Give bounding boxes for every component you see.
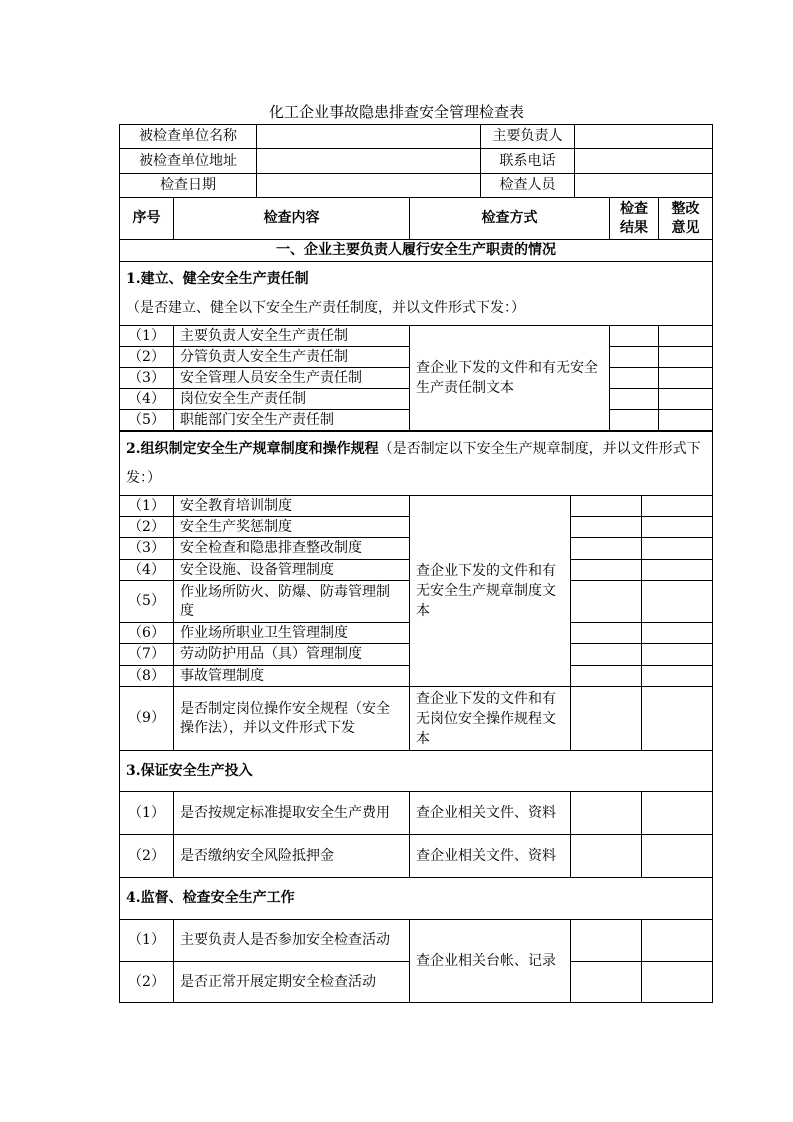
group-heading-2 bbox=[120, 432, 713, 496]
opinion-cell[interactable] bbox=[642, 920, 713, 962]
result-cell[interactable] bbox=[571, 962, 642, 1003]
item-no: （7） bbox=[120, 644, 174, 666]
item-text: 安全教育培训制度 bbox=[174, 496, 410, 517]
opinion-cell[interactable] bbox=[642, 538, 713, 560]
item-text: 事故管理制度 bbox=[174, 666, 410, 687]
opinion-cell[interactable] bbox=[659, 347, 713, 368]
col-no: 序号 bbox=[120, 198, 174, 240]
opinion-cell[interactable] bbox=[642, 792, 713, 835]
opinion-cell[interactable] bbox=[659, 389, 713, 410]
result-cell[interactable] bbox=[571, 560, 642, 581]
opinion-cell[interactable] bbox=[642, 835, 713, 878]
item-text: 职能部门安全生产责任制 bbox=[174, 410, 410, 431]
result-cell[interactable] bbox=[571, 581, 642, 623]
opinion-cell[interactable] bbox=[642, 644, 713, 666]
item-no: （1） bbox=[120, 326, 174, 347]
item-text: 安全检查和隐患排查整改制度 bbox=[174, 538, 410, 560]
col-result: 检查结果 bbox=[610, 198, 659, 240]
item-no: （5） bbox=[120, 581, 174, 623]
group-title: 2.组织制定安全生产规章制度和操作规程 bbox=[126, 440, 379, 457]
result-cell[interactable] bbox=[571, 920, 642, 962]
item-no: （3） bbox=[120, 538, 174, 560]
item-text: 安全管理人员安全生产责任制 bbox=[174, 368, 410, 389]
phone-label: 联系电话 bbox=[481, 149, 575, 174]
check-method: 查企业相关文件、资料 bbox=[410, 792, 571, 835]
item-text: 作业场所职业卫生管理制度 bbox=[174, 623, 410, 644]
col-content: 检查内容 bbox=[174, 198, 410, 240]
item-text: 是否正常开展定期安全检查活动 bbox=[174, 962, 410, 1003]
item-text: 劳动防护用品（具）管理制度 bbox=[174, 644, 410, 666]
group-desc: （是否建立、健全以下安全生产责任制度，并以文件形式下发：） bbox=[126, 299, 525, 316]
result-cell[interactable] bbox=[571, 517, 642, 538]
result-cell[interactable] bbox=[610, 368, 659, 389]
check-method: 查企业下发的文件和有无安全生产规章制度文本 bbox=[410, 496, 571, 687]
section-heading: 一、企业主要负责人履行安全生产职责的情况 bbox=[120, 240, 713, 262]
opinion-cell[interactable] bbox=[642, 560, 713, 581]
result-cell[interactable] bbox=[571, 496, 642, 517]
inspector-field[interactable] bbox=[575, 174, 713, 198]
item-no: （9） bbox=[120, 687, 174, 751]
unit-address-label: 被检查单位地址 bbox=[120, 149, 257, 174]
check-method: 查企业相关台帐、记录 bbox=[410, 920, 571, 1003]
result-cell[interactable] bbox=[610, 326, 659, 347]
page-title: 化工企业事故隐患排查安全管理检查表 bbox=[268, 103, 524, 121]
principal-label: 主要负责人 bbox=[481, 125, 575, 149]
item-text: 是否制定岗位操作安全规程（安全操作法），并以文件形式下发 bbox=[174, 687, 410, 751]
item-text: 岗位安全生产责任制 bbox=[174, 389, 410, 410]
col-opinion: 整改意见 bbox=[659, 198, 713, 240]
item-text: 主要负责人安全生产责任制 bbox=[174, 326, 410, 347]
item-text: 主要负责人是否参加安全检查活动 bbox=[174, 920, 410, 962]
check-method: 查企业下发的文件和有无岗位安全操作规程文本 bbox=[410, 687, 571, 751]
item-text: 作业场所防火、防爆、防毒管理制度 bbox=[174, 581, 410, 623]
item-no: （1） bbox=[120, 792, 174, 835]
item-no: （1） bbox=[120, 496, 174, 517]
result-cell[interactable] bbox=[571, 687, 642, 751]
item-no: （2） bbox=[120, 962, 174, 1003]
result-cell[interactable] bbox=[571, 623, 642, 644]
inspector-label: 检查人员 bbox=[481, 174, 575, 198]
group-title: 4.监督、检查安全生产工作 bbox=[126, 890, 295, 906]
opinion-cell[interactable] bbox=[642, 517, 713, 538]
item-text: 是否缴纳安全风险抵押金 bbox=[174, 835, 410, 878]
item-no: （2） bbox=[120, 517, 174, 538]
opinion-cell[interactable] bbox=[642, 687, 713, 751]
item-text: 安全设施、设备管理制度 bbox=[174, 560, 410, 581]
result-cell[interactable] bbox=[610, 389, 659, 410]
result-cell[interactable] bbox=[610, 410, 659, 431]
result-cell[interactable] bbox=[571, 538, 642, 560]
item-no: （3） bbox=[120, 368, 174, 389]
result-cell[interactable] bbox=[571, 644, 642, 666]
principal-field[interactable] bbox=[575, 125, 713, 149]
opinion-cell[interactable] bbox=[642, 962, 713, 1003]
item-no: （2） bbox=[120, 835, 174, 878]
opinion-cell[interactable] bbox=[659, 326, 713, 347]
unit-address-field[interactable] bbox=[257, 149, 481, 174]
item-no: （4） bbox=[120, 389, 174, 410]
opinion-cell[interactable] bbox=[642, 581, 713, 623]
result-cell[interactable] bbox=[571, 792, 642, 835]
item-text: 分管负责人安全生产责任制 bbox=[174, 347, 410, 368]
group-title: 1.建立、健全安全生产责任制 bbox=[126, 270, 309, 287]
opinion-cell[interactable] bbox=[642, 623, 713, 644]
unit-name-label: 被检查单位名称 bbox=[120, 125, 257, 149]
group-heading-1 bbox=[120, 262, 713, 326]
opinion-cell[interactable] bbox=[659, 410, 713, 431]
item-text: 是否按规定标准提取安全生产费用 bbox=[174, 792, 410, 835]
group-heading-3 bbox=[120, 751, 713, 792]
item-text: 安全生产奖惩制度 bbox=[174, 517, 410, 538]
result-cell[interactable] bbox=[571, 666, 642, 687]
check-table-part2 bbox=[119, 431, 713, 1003]
opinion-cell[interactable] bbox=[659, 368, 713, 389]
item-no: （8） bbox=[120, 666, 174, 687]
item-no: （6） bbox=[120, 623, 174, 644]
result-cell[interactable] bbox=[610, 347, 659, 368]
check-method: 查企业相关文件、资料 bbox=[410, 835, 571, 878]
item-no: （2） bbox=[120, 347, 174, 368]
phone-field[interactable] bbox=[575, 149, 713, 174]
group-heading-4 bbox=[120, 878, 713, 920]
item-no: （5） bbox=[120, 410, 174, 431]
group-title: 3.保证安全生产投入 bbox=[126, 762, 253, 779]
opinion-cell[interactable] bbox=[642, 496, 713, 517]
opinion-cell[interactable] bbox=[642, 666, 713, 687]
date-label: 检查日期 bbox=[120, 174, 257, 198]
item-no: （1） bbox=[120, 920, 174, 962]
check-method: 查企业下发的文件和有无安全生产责任制文本 bbox=[410, 326, 610, 431]
date-field[interactable] bbox=[257, 174, 481, 198]
unit-name-field[interactable] bbox=[257, 125, 481, 149]
check-table-part1 bbox=[119, 197, 713, 431]
item-no: （4） bbox=[120, 560, 174, 581]
result-cell[interactable] bbox=[571, 835, 642, 878]
col-method: 检查方式 bbox=[410, 198, 610, 240]
info-table bbox=[119, 124, 713, 198]
group-desc: （是否制定以下安全生产规章制度，并以文件形式下发：） bbox=[126, 440, 701, 486]
